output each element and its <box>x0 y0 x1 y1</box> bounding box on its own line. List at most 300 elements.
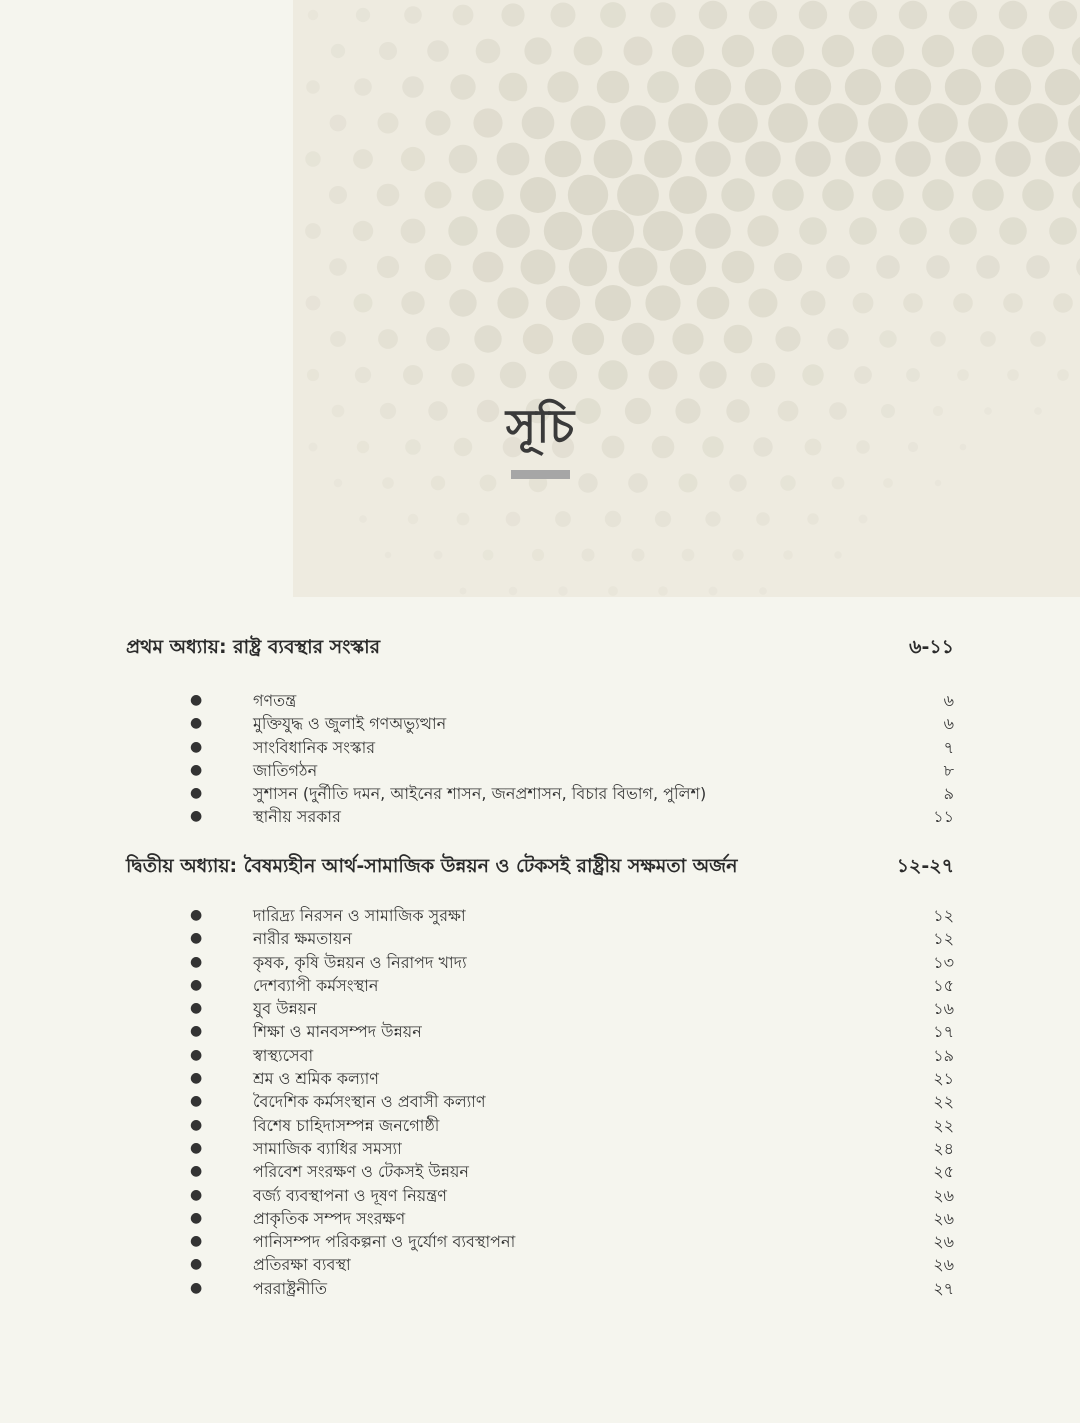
halftone-dot <box>834 551 841 558</box>
halftone-dot <box>644 140 682 178</box>
halftone-dot <box>592 210 634 252</box>
bullet-icon: ● <box>190 1279 203 1296</box>
bullet-icon: ● <box>190 1186 203 1203</box>
halftone-dot <box>745 141 781 177</box>
halftone-dot <box>709 587 718 596</box>
toc-item[interactable] <box>0 1114 1080 1137</box>
toc-item-label: সাংবিধানিক সংস্কার <box>253 737 376 757</box>
toc-item[interactable] <box>0 1207 1080 1230</box>
halftone-dot <box>598 360 627 389</box>
chapter-1-items <box>0 689 1080 829</box>
halftone-dot <box>545 141 582 178</box>
halftone-dot <box>329 186 347 204</box>
halftone-dot <box>774 253 802 281</box>
halftone-dot <box>899 217 927 245</box>
halftone-dot <box>307 369 319 381</box>
toc-item[interactable] <box>0 736 1080 759</box>
dot-pattern <box>293 0 1080 597</box>
bullet-icon: ● <box>190 1046 203 1063</box>
halftone-dot <box>827 328 848 349</box>
halftone-dot <box>976 255 1000 279</box>
halftone-dot <box>355 367 371 383</box>
halftone-dot <box>354 294 373 313</box>
halftone-dot <box>532 549 544 561</box>
toc-item-label: প্রতিরক্ষা ব্যবস্থা <box>253 1255 351 1275</box>
halftone-dot <box>749 1 777 29</box>
header-decoration <box>293 0 1080 597</box>
halftone-dot <box>578 473 597 492</box>
bullet-icon: ● <box>190 976 203 993</box>
toc-item[interactable] <box>0 1184 1080 1207</box>
halftone-dot <box>521 250 556 285</box>
halftone-dot <box>732 549 743 560</box>
halftone-dot <box>605 511 621 527</box>
halftone-dot <box>695 141 731 177</box>
halftone-dot <box>968 103 1008 143</box>
halftone-dot <box>949 217 977 245</box>
halftone-dot <box>1003 293 1023 313</box>
halftone-dot <box>617 174 659 216</box>
toc-item-page: ২২ <box>933 1115 954 1135</box>
halftone-dot <box>799 217 827 245</box>
halftone-dot <box>1053 293 1073 313</box>
halftone-dot <box>1049 1 1077 29</box>
halftone-dot <box>670 249 706 285</box>
halftone-dot <box>359 515 367 523</box>
halftone-dot <box>449 145 478 174</box>
halftone-dot <box>953 293 973 313</box>
toc-item-page: ১২ <box>933 906 954 925</box>
bullet-icon: ● <box>190 1163 203 1180</box>
halftone-dot <box>876 255 900 279</box>
halftone-dot <box>483 550 494 561</box>
bullet-icon: ● <box>190 808 203 825</box>
halftone-dot <box>608 586 618 596</box>
halftone-dot <box>949 1 977 29</box>
halftone-dot <box>628 473 648 493</box>
halftone-dot <box>672 35 704 67</box>
chapter-page-range: ৬-১১ <box>909 636 954 658</box>
halftone-dot <box>999 217 1027 245</box>
page-title: সূচি <box>505 399 575 453</box>
halftone-dot <box>759 587 767 595</box>
halftone-dot <box>972 35 1004 67</box>
halftone-dot <box>826 255 850 279</box>
halftone-dot <box>650 2 675 27</box>
halftone-dot <box>499 73 528 102</box>
halftone-dot <box>496 214 530 248</box>
bullet-icon: ● <box>190 1233 203 1250</box>
halftone-dot <box>571 106 606 141</box>
toc-item-label: দারিদ্র্য নিরসন ও সামাজিক সুরক্ষা <box>253 906 466 925</box>
toc-item[interactable] <box>0 1020 1080 1043</box>
halftone-dot <box>822 179 854 211</box>
halftone-dot <box>497 287 528 318</box>
halftone-dot <box>501 3 524 26</box>
halftone-dot <box>306 296 321 311</box>
chapter-heading-1[interactable] <box>126 632 954 666</box>
halftone-dot <box>544 212 582 250</box>
halftone-dot <box>330 331 346 347</box>
halftone-dot <box>795 141 831 177</box>
halftone-dot <box>524 37 551 64</box>
halftone-dot <box>549 361 577 389</box>
halftone-dot <box>622 323 655 356</box>
toc-item-label: জাতিগঠন <box>253 760 318 780</box>
halftone-dot <box>353 221 373 241</box>
halftone-dot <box>460 588 467 595</box>
halftone-dot <box>679 474 698 493</box>
halftone-dot <box>972 179 1004 211</box>
toc-item-page: ২১ <box>933 1069 954 1089</box>
toc-item-page: ২৫ <box>933 1162 954 1182</box>
toc-item[interactable] <box>0 1230 1080 1253</box>
halftone-dot <box>926 255 950 279</box>
halftone-dot <box>500 362 526 388</box>
toc-item-label: প্রাকৃতিক সম্পদ সংরক্ষণ <box>253 1208 406 1228</box>
toc-item-page: ১৫ <box>933 975 954 995</box>
toc-item-label: দেশব্যাপী কর্মসংস্থান <box>253 975 379 995</box>
toc-item-label: মুক্তিযুদ্ধ ও জুলাই গণঅভ্যুত্থান <box>253 714 447 734</box>
halftone-dot <box>995 141 1031 177</box>
toc-item-label: গণতন্ত্র <box>253 691 297 710</box>
toc-item-page: ১৭ <box>933 1022 954 1042</box>
halftone-dot <box>745 69 781 105</box>
halftone-dot <box>401 219 426 244</box>
halftone-dot <box>619 248 658 287</box>
halftone-dot <box>672 323 703 354</box>
halftone-dot <box>449 289 476 316</box>
toc-item-page: ৬ <box>943 691 954 710</box>
halftone-dot <box>431 476 445 490</box>
halftone-dot <box>356 8 370 22</box>
halftone-dot <box>695 69 731 105</box>
halftone-dot <box>401 147 425 171</box>
halftone-dot <box>473 252 504 283</box>
halftone-dot <box>555 511 571 527</box>
halftone-dot <box>474 325 501 352</box>
bullet-icon: ● <box>190 1116 203 1133</box>
bullet-icon: ● <box>190 1023 203 1040</box>
halftone-dot <box>718 103 758 143</box>
toc-item-label: পরিবেশ সংরক্ষণ ও টেকসই উন্নয়ন <box>253 1162 469 1182</box>
halftone-dot <box>859 515 868 524</box>
toc-item[interactable] <box>0 1160 1080 1183</box>
halftone-dot <box>305 151 320 166</box>
bullet-icon: ● <box>190 1209 203 1226</box>
halftone-dot <box>582 549 595 562</box>
halftone-dot <box>935 480 941 486</box>
halftone-dot <box>379 42 397 60</box>
halftone-dot <box>520 177 556 213</box>
toc-item-page: ২৬ <box>933 1185 954 1205</box>
chapter-title: প্রথম অধ্যায়: রাষ্ট্র ব্যবস্থার সংস্কার <box>126 636 381 658</box>
toc-item-page: ২৬ <box>933 1232 954 1252</box>
halftone-dot <box>922 179 954 211</box>
halftone-dot <box>999 1 1027 29</box>
halftone-dot <box>903 293 923 313</box>
chapter-2-items <box>0 904 1080 1300</box>
toc-item[interactable] <box>0 927 1080 950</box>
toc-item-label: স্থানীয় সরকার <box>253 807 341 827</box>
toc-item[interactable] <box>0 951 1080 974</box>
halftone-dot <box>749 289 778 318</box>
halftone-dot <box>658 586 668 596</box>
halftone-dot <box>807 513 818 524</box>
halftone-dot <box>854 366 872 384</box>
bullet-icon: ● <box>190 715 203 732</box>
halftone-dot <box>451 363 474 386</box>
halftone-dot <box>697 287 730 320</box>
bullet-icon: ● <box>190 692 203 708</box>
halftone-dot <box>1022 179 1054 211</box>
halftone-dot <box>1068 103 1080 143</box>
halftone-dot <box>472 179 504 211</box>
toc-item[interactable] <box>0 1137 1080 1160</box>
halftone-dot <box>647 71 679 103</box>
halftone-dot <box>600 2 626 28</box>
halftone-dot <box>353 149 373 169</box>
toc-item-label: বৈদেশিক কর্মসংস্থান ও প্রবাসী কল্যাণ <box>253 1092 486 1112</box>
halftone-dot <box>480 475 497 492</box>
halftone-dot <box>308 10 318 20</box>
halftone-dot <box>768 103 808 143</box>
halftone-dot <box>772 35 804 67</box>
halftone-dot <box>624 37 653 66</box>
toc-item[interactable] <box>0 1253 1080 1276</box>
halftone-dot <box>918 103 958 143</box>
toc-item-label: যুব উন্নয়ন <box>253 999 317 1019</box>
halftone-dot <box>775 326 800 351</box>
halftone-dot <box>632 549 645 562</box>
bullet-icon: ● <box>190 1070 203 1087</box>
toc-item[interactable] <box>0 974 1080 997</box>
toc-item-label: কৃষক, কৃষি উন্নয়ন ও নিরাপদ খাদ্য <box>253 952 467 972</box>
halftone-dot <box>401 291 424 314</box>
halftone-dot <box>378 113 399 134</box>
halftone-dot <box>425 254 452 281</box>
toc-item-page: ৬ <box>943 714 954 734</box>
halftone-dot <box>780 475 795 490</box>
halftone-dot <box>1007 369 1019 381</box>
toc-item[interactable] <box>0 1090 1080 1113</box>
halftone-dot <box>868 103 908 143</box>
halftone-dot <box>551 3 576 28</box>
halftone-dot <box>425 110 450 135</box>
halftone-dot <box>1026 255 1050 279</box>
halftone-dot <box>895 69 931 105</box>
halftone-dot <box>724 325 753 354</box>
bullet-icon: ● <box>190 1256 203 1273</box>
halftone-dot <box>595 285 631 321</box>
halftone-dot <box>957 369 969 381</box>
halftone-dot <box>448 216 477 245</box>
toc-item-label: স্বাস্থ্যসেবা <box>253 1045 314 1065</box>
halftone-dot <box>476 39 501 64</box>
bullet-icon: ● <box>190 738 203 755</box>
halftone-dot <box>849 1 877 29</box>
halftone-dot <box>872 179 904 211</box>
halftone-dot <box>522 107 555 140</box>
halftone-dot <box>620 105 656 141</box>
toc-item-page: ২৪ <box>933 1138 954 1158</box>
halftone-dot <box>669 176 707 214</box>
halftone-dot <box>330 115 347 132</box>
toc-item[interactable] <box>0 689 1080 712</box>
halftone-dot <box>547 71 578 102</box>
halftone-dot <box>945 141 981 177</box>
halftone-dot <box>1057 369 1069 381</box>
halftone-dot <box>1030 331 1046 347</box>
toc-item-label: শ্রম ও শ্রমিক কল্যাণ <box>253 1069 379 1089</box>
title-underline <box>511 470 570 479</box>
toc-item-page: ১১ <box>933 807 954 827</box>
halftone-dot <box>377 256 399 278</box>
toc-item-label: পানিসম্পদ পরিকল্পনা ও দুর্যোগ ব্যবস্থাপনা <box>253 1232 516 1252</box>
halftone-dot <box>569 248 607 286</box>
halftone-dot <box>721 178 754 211</box>
halftone-dot <box>408 514 418 524</box>
halftone-dot <box>509 587 517 595</box>
halftone-dot <box>722 251 755 284</box>
toc-item[interactable] <box>0 997 1080 1020</box>
halftone-dot <box>450 74 475 99</box>
toc-item[interactable] <box>0 759 1080 782</box>
chapter-heading-2[interactable] <box>126 851 954 885</box>
halftone-dot <box>643 211 683 251</box>
bullet-icon: ● <box>190 930 203 947</box>
halftone-dot <box>568 175 608 215</box>
halftone-dot <box>799 1 827 29</box>
toc-item-page: ৯ <box>943 784 954 804</box>
halftone-dot <box>802 364 823 385</box>
halftone-dot <box>822 35 854 67</box>
halftone-dot <box>729 474 746 491</box>
halftone-dot <box>354 78 372 96</box>
halftone-dot <box>1072 35 1080 67</box>
halftone-dot <box>1018 103 1058 143</box>
halftone-dot <box>453 5 474 26</box>
toc-item-page: ১৩ <box>933 952 954 972</box>
toc-item-label: সুশাসন (দুর্নীতি দমন, আইনের শাসন, জনপ্রশাসন, বিচার বিভাগ, পুলিশ) <box>253 784 707 804</box>
halftone-dot <box>849 217 877 245</box>
halftone-dot <box>546 286 580 320</box>
halftone-dot <box>995 69 1031 105</box>
halftone-dot <box>945 69 981 105</box>
chapter-title: দ্বিতীয় অধ্যায়: বৈষম্যহীন আর্থ-সামাজিক উন্নয়ন ও টেকসই রাষ্ট্রীয় সক্ষমতা অর্জন <box>126 855 738 877</box>
halftone-dot <box>645 285 680 320</box>
toc-item-page: ১২ <box>933 929 954 949</box>
halftone-dot <box>1072 179 1080 211</box>
halftone-dot <box>385 552 391 558</box>
halftone-dot <box>883 478 893 488</box>
halftone-dot <box>872 35 904 67</box>
halftone-dot <box>427 40 449 62</box>
halftone-dot <box>594 140 633 179</box>
halftone-dot <box>649 361 678 390</box>
halftone-dot <box>722 35 754 67</box>
bullet-icon: ● <box>190 1139 203 1156</box>
halftone-dot <box>980 331 996 347</box>
halftone-dot <box>558 586 567 595</box>
toc-item[interactable] <box>0 1044 1080 1067</box>
toc-item-page: ২৬ <box>933 1255 954 1275</box>
toc-item-page: ২২ <box>933 1092 954 1112</box>
toc-item-label: নারীর ক্ষমতায়ন <box>253 929 352 949</box>
halftone-dot <box>425 182 452 209</box>
halftone-dot <box>906 368 920 382</box>
bullet-icon: ● <box>190 1093 203 1110</box>
halftone-dot <box>668 103 708 143</box>
halftone-dot <box>457 513 470 526</box>
toc-item[interactable] <box>0 904 1080 927</box>
bullet-icon: ● <box>190 907 203 923</box>
halftone-dot <box>434 551 443 560</box>
halftone-dot <box>523 324 553 354</box>
chapter-page-range: ১২-২৭ <box>896 855 954 877</box>
toc-item-label: বিশেষ চাহিদাসম্পন্ন জনগোষ্ঠী <box>253 1115 440 1135</box>
halftone-dot <box>895 141 931 177</box>
halftone-dot <box>574 37 603 66</box>
halftone-dot <box>747 215 778 246</box>
halftone-dot <box>402 76 424 98</box>
halftone-dot <box>1045 141 1080 177</box>
halftone-dot <box>705 511 720 526</box>
halftone-dot <box>801 291 826 316</box>
halftone-dot <box>756 512 770 526</box>
toc-item[interactable] <box>0 1067 1080 1090</box>
bullet-icon: ● <box>190 761 203 778</box>
toc-item-page: ৮ <box>943 760 954 780</box>
halftone-dot <box>334 479 342 487</box>
halftone-dot <box>497 143 530 176</box>
halftone-dot <box>655 511 671 527</box>
halftone-dot <box>572 323 604 355</box>
halftone-dot <box>795 69 831 105</box>
halftone-dot <box>699 361 726 388</box>
bullet-icon: ● <box>190 953 203 970</box>
halftone-dot <box>426 327 450 351</box>
toc-item[interactable] <box>0 712 1080 735</box>
toc-item-label: শিক্ষা ও মানবসম্পদ উন্নয়ন <box>253 1022 422 1042</box>
halftone-dot <box>403 365 423 385</box>
halftone-dot <box>783 550 793 560</box>
halftone-dot <box>899 1 927 29</box>
toc-item[interactable] <box>0 1277 1080 1300</box>
toc-item-page: ৭ <box>943 737 954 757</box>
toc-item-label: সামাজিক ব্যাধির সমস্যা <box>253 1138 402 1158</box>
halftone-dot <box>597 71 629 103</box>
halftone-dot <box>772 179 804 211</box>
bullet-icon: ● <box>190 785 203 802</box>
halftone-dot <box>845 141 881 177</box>
halftone-dot <box>1022 35 1054 67</box>
toc-item[interactable] <box>0 782 1080 805</box>
halftone-dot <box>1076 255 1080 279</box>
toc-item[interactable] <box>0 805 1080 828</box>
halftone-dot <box>305 223 321 239</box>
halftone-dot <box>1045 69 1080 105</box>
halftone-dot <box>473 108 502 137</box>
toc-item-page: ১৬ <box>933 999 954 1019</box>
toc-item-label: পররাষ্ট্রনীতি <box>253 1278 328 1298</box>
bullet-icon: ● <box>190 1000 203 1017</box>
toc-item-page: ১৯ <box>933 1045 954 1065</box>
halftone-dot <box>329 258 347 276</box>
halftone-dot <box>695 213 731 249</box>
halftone-dot <box>1049 217 1077 245</box>
halftone-dot <box>818 103 858 143</box>
